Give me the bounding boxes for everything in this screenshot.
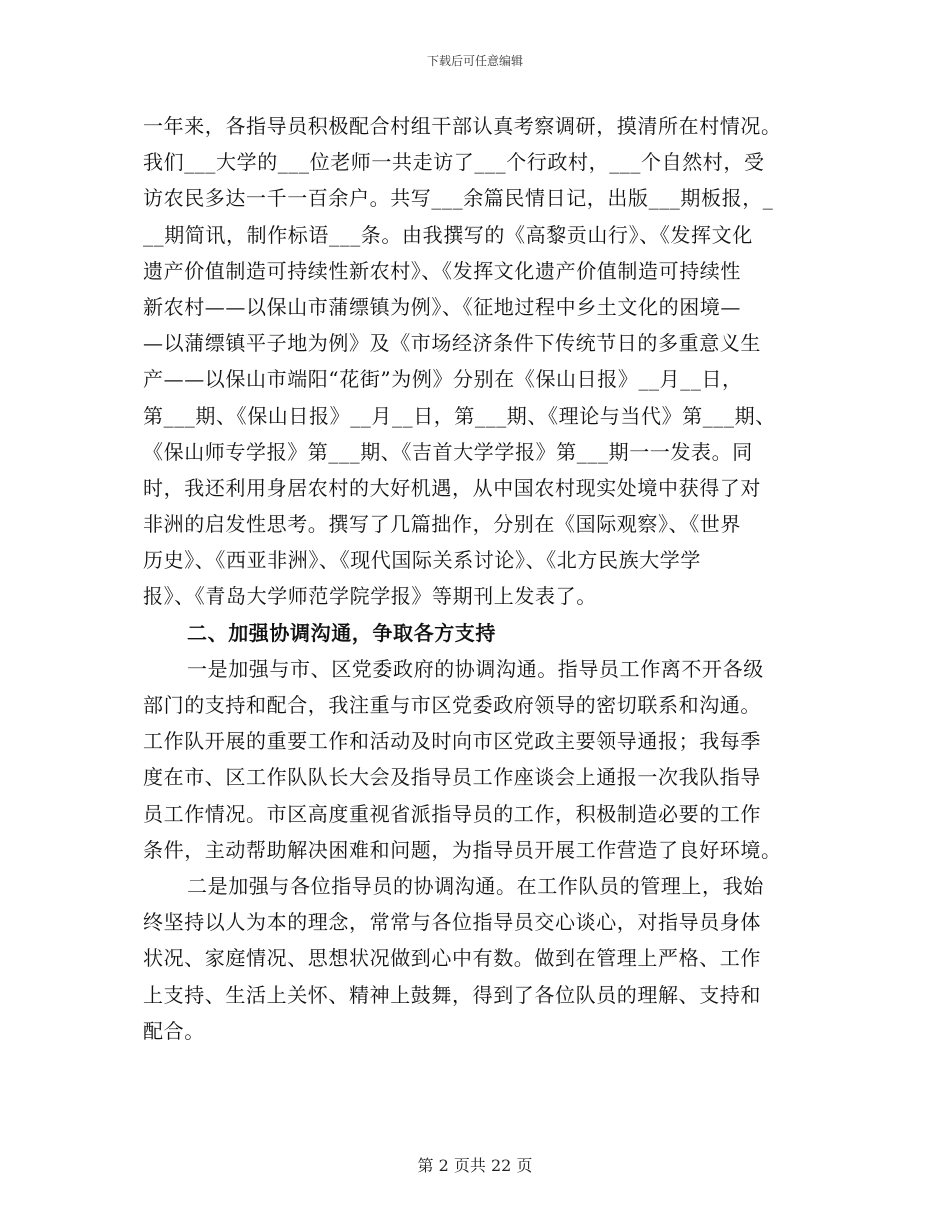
paragraph-line: 部门的支持和配合，我注重与市区党委政府领导的密切联系和沟通。 — [143, 693, 761, 717]
paragraph-line: 二是加强与各位指导员的协调沟通。在工作队员的管理上，我始 — [187, 873, 764, 898]
paragraph-line: 遗产价值制造可持续性新农村》、《发挥文化遗产价值制造可持续性 — [143, 258, 741, 283]
paragraph-line: 一年来，各指导员积极配合村组干部认真考察调研，摸清所在村情况。 — [143, 114, 782, 138]
document-body — [143, 108, 823, 1049]
paragraph-line: __期简讯，制作标语___条。由我撰写的《高黎贡山行》、《发挥文化 — [143, 222, 753, 247]
paragraph-line: 条件，主动帮助解决困难和问题，为指导员开展工作营造了良好环境。 — [143, 837, 782, 862]
paragraph-line: 我们___大学的___位老师一共走访了___个行政村，___个自然村，受 — [143, 150, 765, 175]
paragraph-line: 工作队开展的重要工作和活动及时向市区党政主要领导通报；我每季 — [143, 729, 761, 754]
paragraph-line: 第___期、《保山日报》__月__日，第___期、《理论与当代》第___期、 — [143, 403, 776, 428]
paragraph-line: 报》、《青岛大学师范学院学报》等期刊上发表了。 — [143, 584, 597, 609]
paragraph-line: 历史》、《西亚非洲》、《现代国际关系讨论》、《北方民族大学学 — [143, 548, 701, 573]
paragraph-line: 度在市、区工作队队长大会及指导员工作座谈会上通报一次我队指导 — [143, 765, 761, 790]
paragraph-line: —以蒲缥镇平子地为例》及《市场经济条件下传统节日的多重意义生 — [143, 331, 761, 356]
paragraph-line: 员工作情况。市区高度重视省派指导员的工作，积极制造必要的工作 — [143, 801, 761, 826]
paragraph-line: 产——以保山市端阳“花街”为例》分别在《保山日报》__月__日， — [143, 367, 743, 392]
paragraph-line: 《保山师专学报》第___期、《吉首大学学报》第___期一一发表。同 — [143, 439, 753, 464]
page-header-note: 下载后可任意编辑 — [426, 54, 523, 68]
paragraph-line: 访农民多达一千一百余户。共写___余篇民情日记，出版___期板报，_ — [143, 186, 774, 211]
paragraph-line: 状况、家庭情况、思想状况做到心中有数。做到在管理上严格、工作 — [143, 946, 761, 971]
paragraph-line: 非洲的启发性思考。撰写了几篇拙作，分别在《国际观察》、《世界 — [143, 512, 741, 537]
paragraph-line: 配合。 — [143, 1018, 205, 1043]
paragraph-line: 新农村——以保山市蒲缥镇为例》、《征地过程中乡土文化的困境— — [143, 294, 741, 319]
page-number: 第 2 页共 22 页 — [417, 1156, 533, 1175]
paragraph-line: 终坚持以人为本的理念，常常与各位指导员交心谈心，对指导员身体 — [143, 910, 761, 935]
paragraph-line: 上支持、生活上关怀、精神上鼓舞，得到了各位队员的理解、支持和 — [143, 982, 761, 1007]
paragraph-line: 时，我还利用身居农村的大好机遇，从中国农村现实处境中获得了对 — [143, 475, 761, 500]
section-heading: 二、加强协调沟通，争取各方支持 — [187, 620, 496, 645]
paragraph-line: 一是加强与市、区党委政府的协调沟通。指导员工作离不开各级 — [187, 656, 764, 681]
